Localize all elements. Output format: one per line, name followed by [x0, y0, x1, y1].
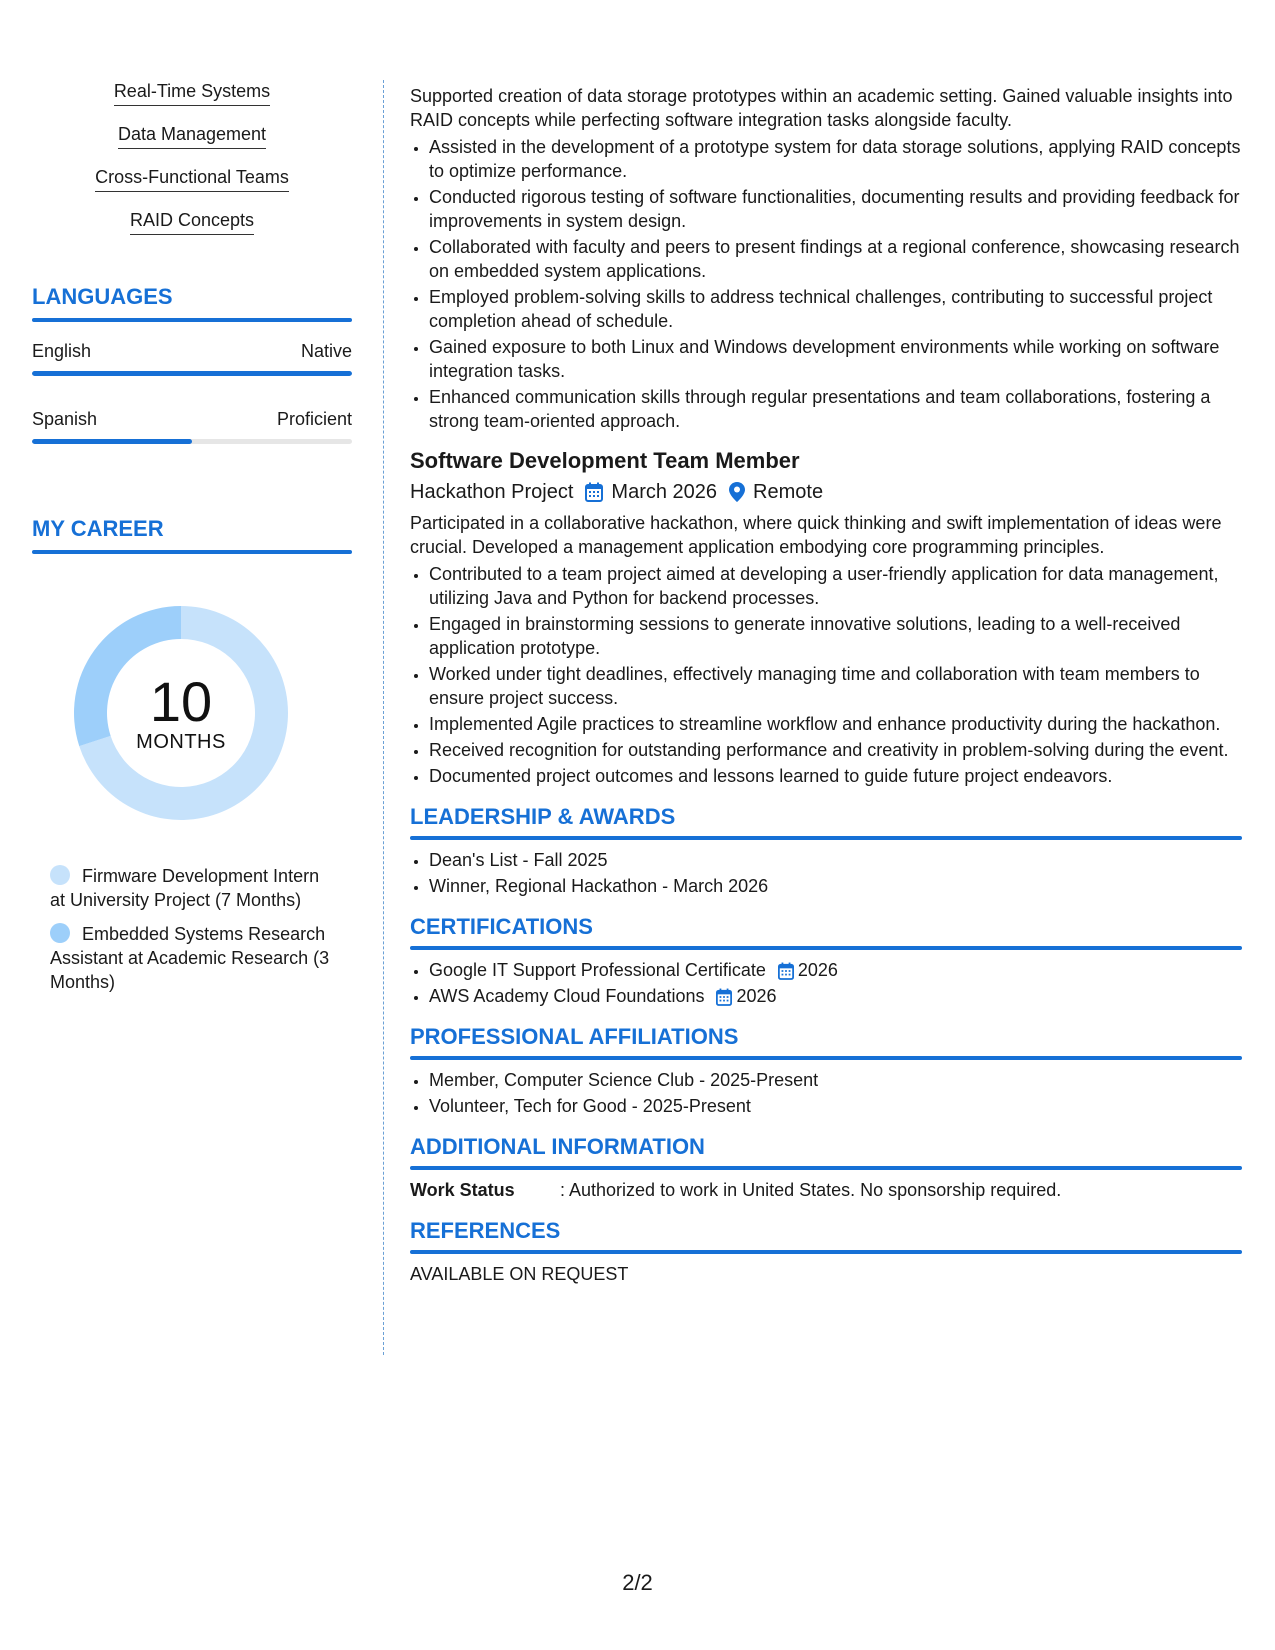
- certifications-list: [410, 958, 1242, 1008]
- list-item: • Employed problem-solving skills to address technical challenges, contributing to successful project completion ahead of schedule.: [429, 285, 1242, 333]
- language-bar: [32, 439, 352, 444]
- cert-name: Google IT Support Professional Certificate: [429, 960, 766, 980]
- references-value: AVAILABLE ON REQUEST: [410, 1264, 629, 1284]
- language-bar-fill: [32, 439, 192, 444]
- job-bullets: [410, 562, 1242, 788]
- section-rule: [410, 1250, 1242, 1254]
- languages-title: LANGUAGES: [32, 284, 173, 309]
- job-bullets: [410, 135, 1242, 433]
- language-item: [32, 408, 352, 444]
- references-title: REFERENCES: [410, 1218, 561, 1243]
- column-divider: [383, 80, 384, 1355]
- legend-dot-icon: [50, 865, 70, 885]
- certifications-title: CERTIFICATIONS: [410, 914, 593, 939]
- list-item: • Engaged in brainstorming sessions to generate innovative solutions, leading to a well-received application prototype.: [429, 612, 1242, 660]
- location-pin-icon: [729, 482, 745, 502]
- career-total-number: 10: [149, 669, 213, 733]
- legend-item: [50, 922, 330, 994]
- legend-dot-icon: [50, 923, 70, 943]
- job-meta: [410, 479, 1242, 505]
- legend-item: [50, 864, 330, 912]
- calendar-icon: [778, 962, 794, 980]
- list-item: • Collaborated with faculty and peers to present findings at a regional conference, showcasing research on embedded system applications.: [429, 235, 1242, 283]
- skill-tag: Real-Time Systems: [114, 80, 270, 106]
- awards-title: LEADERSHIP & AWARDS: [410, 804, 676, 829]
- cert-name: AWS Academy Cloud Foundations: [429, 986, 705, 1006]
- language-bar: [32, 371, 352, 376]
- work-status-value: : Authorized to work in United States. No sponsorship required.: [560, 1180, 1062, 1200]
- skill-tag: Data Management: [118, 123, 266, 149]
- section-rule: [410, 1166, 1242, 1170]
- calendar-icon: [716, 988, 732, 1006]
- additional-info-title: ADDITIONAL INFORMATION: [410, 1134, 705, 1159]
- job-description: Supported creation of data storage prototypes within an academic setting. Gained valuable insights into RAID concepts while perfecting software integration tasks alongside faculty.: [410, 86, 1233, 130]
- section-rule: [410, 946, 1242, 950]
- calendar-icon: [585, 482, 603, 502]
- list-item: • Implemented Agile practices to streamline workflow and enhance productivity during the hackathon.: [429, 712, 1242, 736]
- work-status-row: [410, 1178, 1242, 1202]
- list-item: [429, 958, 1242, 982]
- right-column: [410, 84, 1242, 1286]
- page-number: 2/2: [622, 1570, 653, 1595]
- language-name: English: [32, 341, 92, 361]
- list-item: • Conducted rigorous testing of software functionalities, documenting results and providing feedback for improvements in system design.: [429, 185, 1242, 233]
- job-location: Remote: [753, 481, 824, 503]
- job-company: Hackathon Project: [410, 481, 574, 503]
- language-item: [32, 340, 352, 376]
- affiliations-title: PROFESSIONAL AFFILIATIONS: [410, 1024, 739, 1049]
- language-level: Native: [300, 341, 352, 361]
- cert-year: 2026: [736, 986, 777, 1006]
- legend-label: Embedded Systems Research Assistant at Academic Research (3 Months): [50, 924, 330, 992]
- work-status-key: Work Status: [410, 1180, 515, 1200]
- list-item: • Gained exposure to both Linux and Windows development environments while working on software integration tasks.: [429, 335, 1242, 383]
- section-rule: [410, 1056, 1242, 1060]
- donut-center: [66, 598, 296, 828]
- section-rule: [410, 836, 1242, 840]
- skills-list: [32, 80, 352, 252]
- career-donut-chart: [66, 598, 296, 828]
- list-item: • Contributed to a team project aimed at developing a user-friendly application for data management, utilizing Java and Python for backend processes.: [429, 562, 1242, 610]
- job-title: Software Development Team Member: [410, 448, 800, 473]
- awards-list: [410, 848, 1242, 898]
- list-item: • Documented project outcomes and lessons learned to guide future project endeavors.: [429, 764, 1242, 788]
- language-name: Spanish: [32, 409, 98, 429]
- list-item: • Volunteer, Tech for Good - 2025-Present: [429, 1094, 1242, 1118]
- career-total-unit: MONTHS: [136, 730, 226, 753]
- list-item: • Dean's List - Fall 2025: [429, 848, 1242, 872]
- language-level: Proficient: [276, 409, 352, 429]
- left-column: [32, 80, 352, 1004]
- section-rule: [32, 550, 352, 554]
- job-date: March 2026: [611, 481, 718, 503]
- list-item: • Enhanced communication skills through regular presentations and team collaborations, fostering a strong team-oriented approach.: [429, 385, 1242, 433]
- career-title: MY CAREER: [32, 516, 164, 541]
- list-item: • Received recognition for outstanding performance and creativity in problem-solving during the event.: [429, 738, 1242, 762]
- skill-tag: Cross-Functional Teams: [95, 166, 289, 192]
- language-bar-fill: [32, 371, 352, 376]
- career-legend: [50, 864, 330, 994]
- languages-section: [32, 284, 352, 444]
- affiliations-list: [410, 1068, 1242, 1118]
- legend-label: Firmware Development Intern at University Project (7 Months): [50, 866, 320, 910]
- list-item: • Worked under tight deadlines, effectively managing time and collaboration with team members to ensure project success.: [429, 662, 1242, 710]
- career-section: [32, 516, 352, 994]
- job-description: Participated in a collaborative hackathon, where quick thinking and swift implementation of ideas were crucial. Developed a management application embodying core programming principles.: [410, 513, 1222, 557]
- section-rule: [32, 318, 352, 322]
- list-item: • Member, Computer Science Club - 2025-Present: [429, 1068, 1242, 1092]
- list-item: • Winner, Regional Hackathon - March 2026: [429, 874, 1242, 898]
- skill-tag: RAID Concepts: [130, 209, 254, 235]
- list-item: [429, 984, 1242, 1008]
- list-item: • Assisted in the development of a prototype system for data storage solutions, applying RAID concepts to optimize performance.: [429, 135, 1242, 183]
- cert-year: 2026: [797, 960, 838, 980]
